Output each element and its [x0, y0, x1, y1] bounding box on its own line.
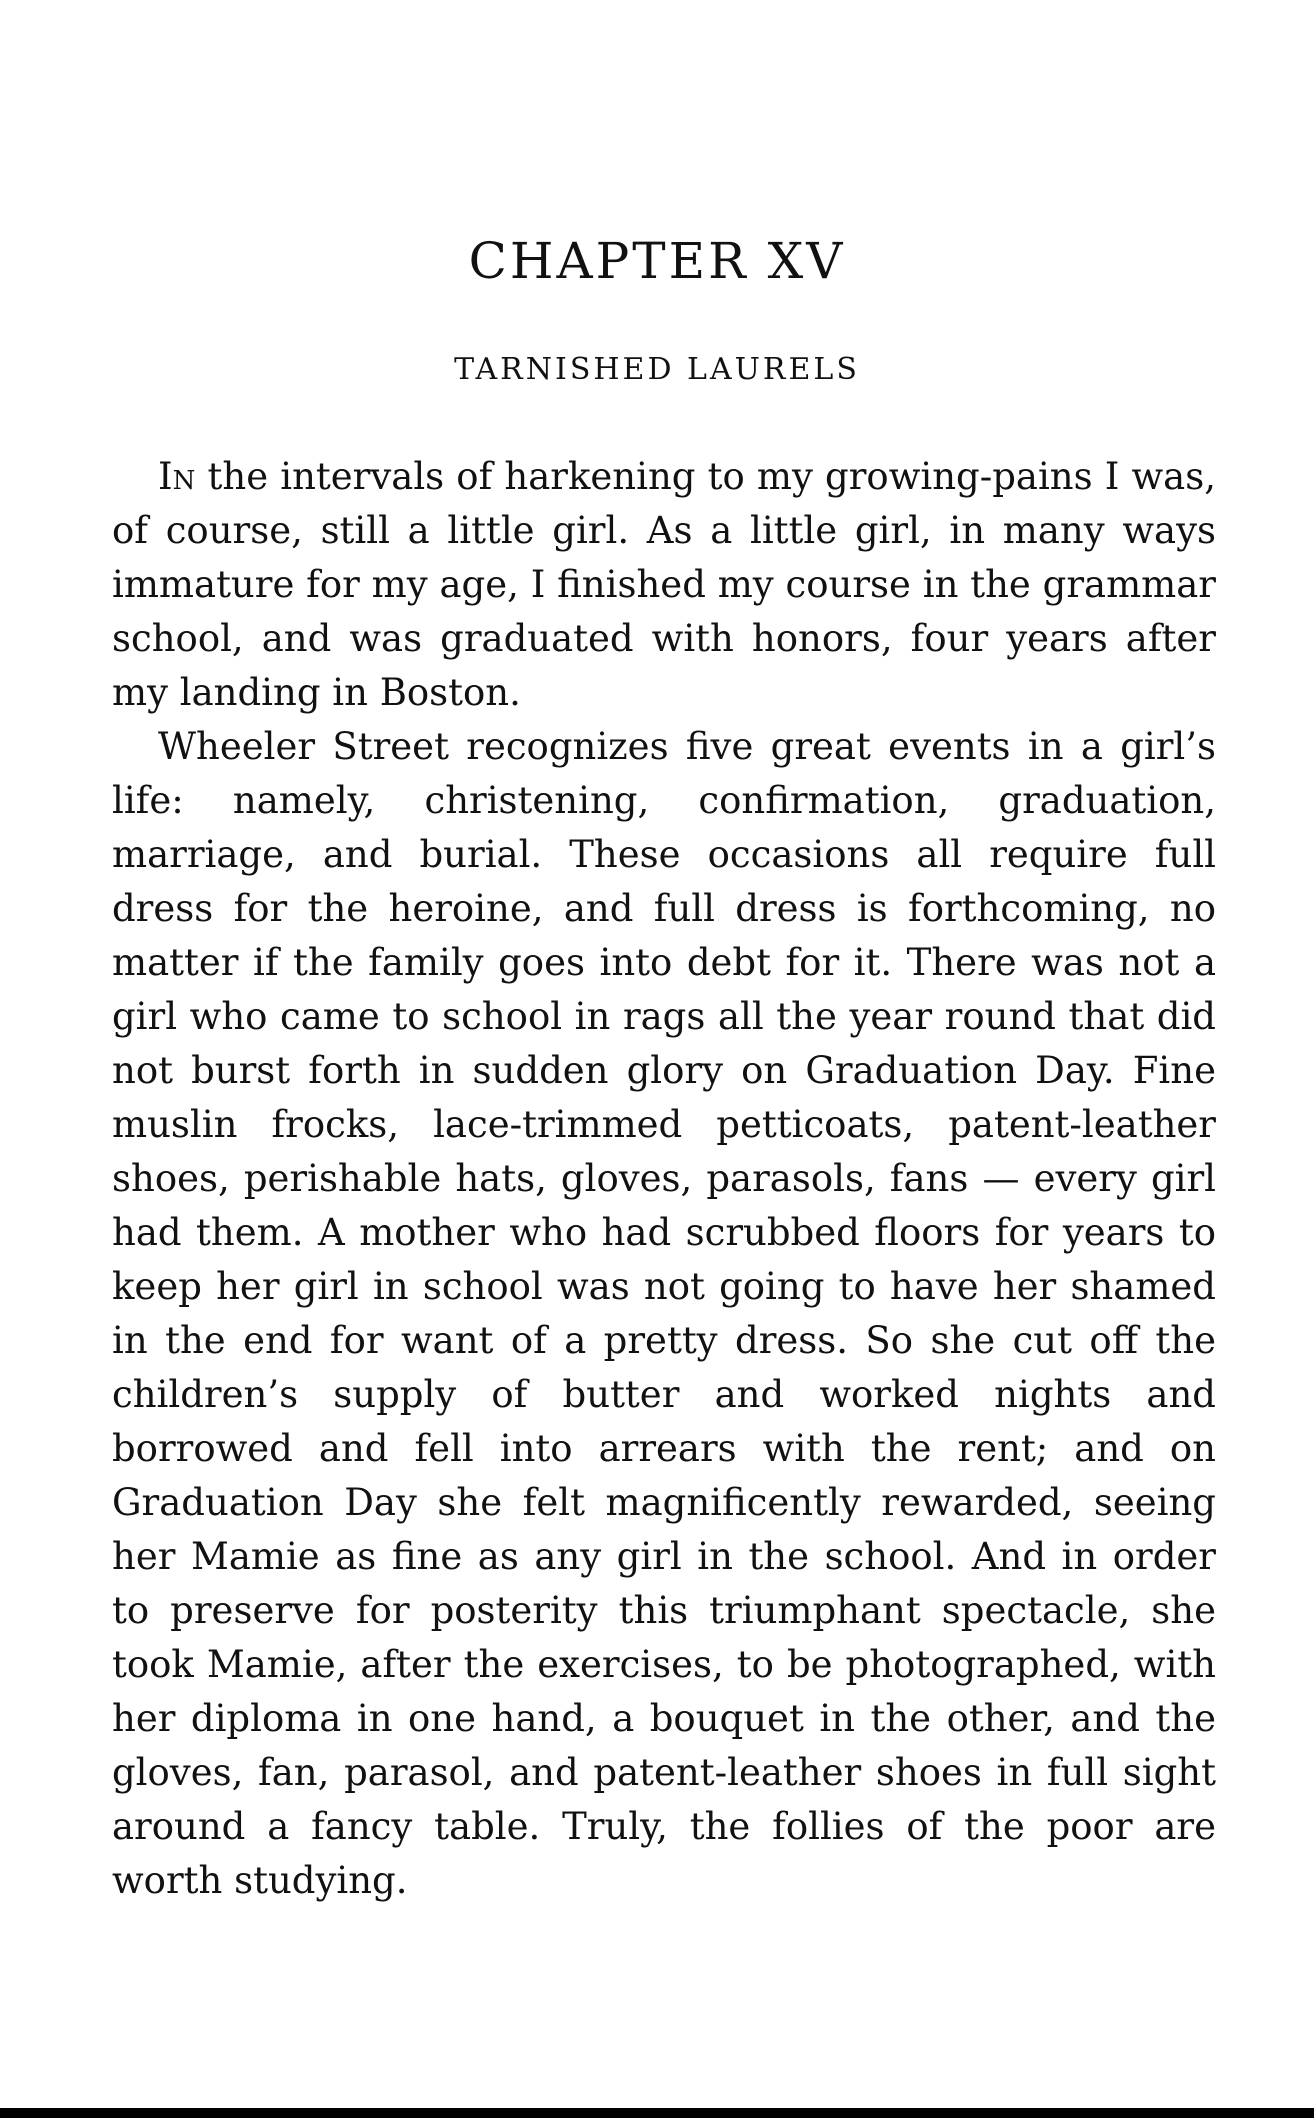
paragraph-lead-word: In	[158, 455, 196, 498]
scan-bottom-edge	[0, 2108, 1314, 2118]
chapter-title: CHAPTER XV	[468, 232, 846, 290]
paragraph	[112, 450, 1216, 720]
paragraph	[112, 720, 1216, 1908]
chapter-body	[112, 450, 1216, 1908]
paragraph-text: the intervals of harkening to my growing-pains I was, of course, still a little girl. As a little girl, in many ways immature for my age, I finished my course in the grammar school, and was graduated with honors, four years after my landing in Boston.	[112, 455, 1216, 714]
paragraph-text: Wheeler Street recognizes five great events in a girl’s life: namely, christening, confirmation, graduation, marriage, and burial. These occasions all require full dress for the heroine, and full dress is forthcoming, no matter if the family goes into debt for it. There was not a girl who came to school in rags all the year round that did not burst forth in sudden glory on Graduation Day. Fine muslin frocks, lace-trimmed petticoats, patent-leather shoes, perishable hats, gloves, parasols, fans — every girl had them. A mother who had scrubbed floors for years to keep her girl in school was not going to have her shamed in the end for want of a pretty dress. So she cut off the children’s supply of butter and worked nights and borrowed and fell into arrears with the rent; and on Graduation Day she felt magnificently rewarded, seeing her Mamie as fine as any girl in the school. And in order to preserve for posterity this triumphant spectacle, she took Mamie, after the exercises, to be photographed, with her diploma in one hand, a bouquet in the other, and the gloves, fan, parasol, and patent-leather shoes in full sight around a fancy table. Truly, the follies of the poor are worth studying.	[112, 725, 1216, 1902]
chapter-subtitle: TARNISHED LAURELS	[454, 352, 860, 387]
